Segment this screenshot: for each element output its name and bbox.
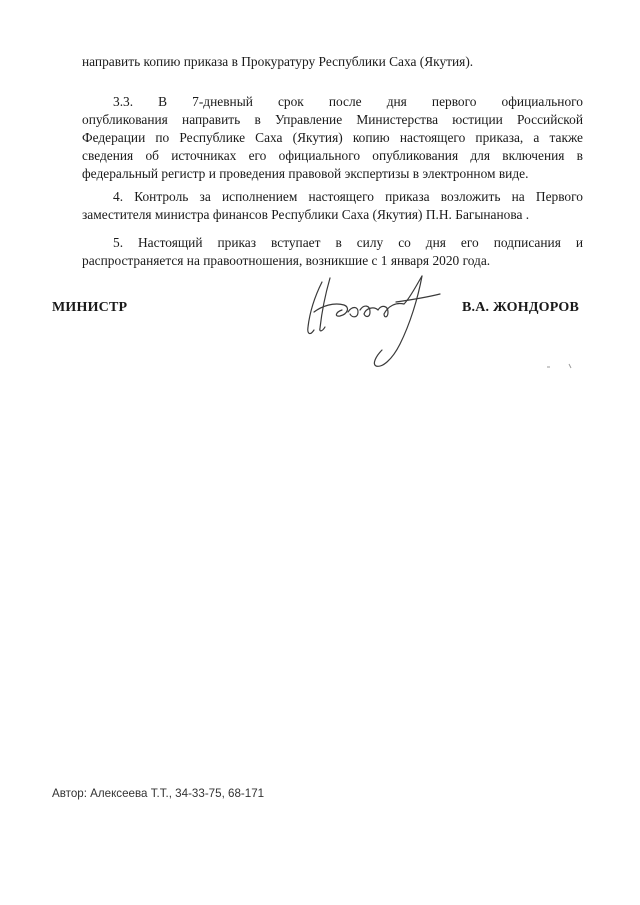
paragraph-3-3-line-3: Федерации по Республике Саха (Якутия) копию настоящего приказа, а также [82,130,583,145]
scan-mark [545,362,575,370]
signatory-name: В.А. ЖОНДОРОВ [462,300,580,315]
paragraph-4-line-1: 4. Контроль за исполнением настоящего приказа возложить на Первого [113,189,583,204]
paragraph-3-3-line-4: сведения об источниках его официального опубликования для включения в [82,148,583,163]
author-footer: Автор: Алексеева Т.Т., 34-33-75, 68-171 [52,787,265,800]
paragraph-5-line-1: 5. Настоящий приказ вступает в силу со дня его подписания и [113,235,583,250]
paragraph-3-3-line-2: опубликования направить в Управление Министерства юстиции Российской [82,112,583,127]
paragraph-3-3-line-5: федеральный регистр и проведения правовой экспертизы в электронном виде. [82,166,529,181]
handwritten-signature [300,272,450,372]
paragraph-4-line-2: заместителя министра финансов Республики Саха (Якутия) П.Н. Багынанова . [82,207,530,222]
signatory-position: МИНИСТР [52,300,128,315]
paragraph-3-3-line-1: 3.3. В 7-дневный срок после дня первого официального [113,94,583,109]
paragraph-continuation: направить копию приказа в Прокуратуру Республики Саха (Якутия). [82,54,474,69]
paragraph-5-line-2: распространяется на правоотношения, возникшие с 1 января 2020 года. [82,253,491,268]
